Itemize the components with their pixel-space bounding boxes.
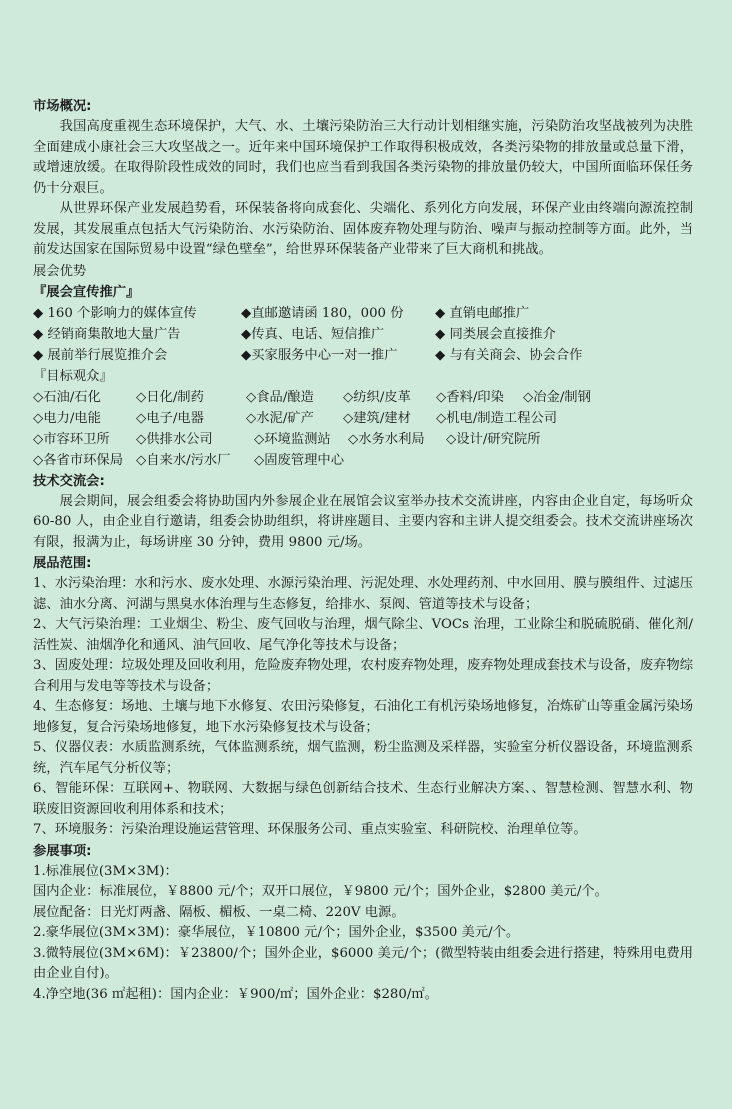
promo-item: ◆ 经销商集散地大量广告 [33, 326, 181, 342]
audience-item: ◇香料/印染 [436, 389, 504, 405]
audience-title: 『目标观众』 [33, 368, 113, 384]
audience-row [33, 408, 693, 429]
audience-item: ◇冶金/制钢 [523, 389, 591, 405]
audience-item: ◇各省市环保局 [33, 452, 124, 468]
promo-row [33, 345, 693, 366]
audience-item: ◇水泥/矿产 [246, 410, 314, 426]
scope-item: 1、水污染治理：水和污水、废水处理、水源污染治理、污泥处理、水处理药剂、中水回用、膜与膜组件、过滤压滤、油水分离、河湖与黑臭水体治理与生态修复，给排水、泵阀、管道等技术与设备； [33, 576, 694, 612]
promo-item: ◆ 160 个影响力的媒体宣传 [33, 305, 197, 321]
tech-title: 技术交流会: [33, 473, 105, 489]
audience-item: ◇电子/电器 [136, 410, 204, 426]
audience-item: ◇纺织/皮革 [343, 389, 411, 405]
promo-item: ◆ 与有关商会、协会合作 [435, 347, 583, 363]
notes-item: 1.标准展位(3M×3M)： [33, 863, 178, 879]
audience-item: ◇自来水/污水厂 [136, 452, 231, 468]
market-paragraph-2: 从世界环保产业发展趋势看，环保装备将向成套化、尖端化、系列化方向发展，环保产业由终端向源流控制发展，其发展重点包括大气污染防治、水污染防治、固体废弃物处理与防治、噪声与振动控制等方面。此外，当前发达国家在国际贸易中设置“绿色壁垒”，给世界环保装备产业带来了巨大商机和挑战。 [33, 201, 693, 257]
audience-row [33, 387, 693, 408]
market-title: 市场概况: [33, 99, 92, 114]
notes-item: 3.微特展位(3M×6M)：￥23800/个；国外企业，$6000 美元/个；(微型特装由组委会进行搭建，特殊用电费用由企业自付)。 [33, 945, 694, 981]
promo-row [33, 303, 693, 324]
promo-item: ◆ 展前举行展览推介会 [33, 347, 168, 363]
notes-item: 国内企业：标准展位，￥8800 元/个；双开口展位，￥9800 元/个；国外企业，$2800 美元/个。 [33, 884, 608, 899]
advantages-title: 展会优势 [33, 263, 87, 279]
audience-item: ◇石油/石化 [33, 389, 101, 405]
promo-item: ◆直邮邀请函 180，000 份 [241, 305, 404, 321]
audience-item: ◇固废管理中心 [254, 452, 345, 468]
scope-item: 6、智能环保：互联网+、物联网、大数据与绿色创新结合技术、生态行业解决方案、、智慧检测、智慧水利、物联废旧资源回收利用体系和技术； [33, 781, 693, 817]
scope-item: 5、仪器仪表：水质监测系统，气体监测系统，烟气监测，粉尘监测及采样器，实验室分析仪器设备，环境监测系统，汽车尾气分析仪等； [33, 740, 694, 776]
audience-row [33, 450, 693, 471]
audience-item: ◇电力/电能 [33, 410, 101, 426]
scope-item: 3、固废处理：垃圾处理及回收利用，危险废弃物处理，农村废弃物处理，废弃物处理成套技术与设备，废弃物综合利用与发电等等技术与设备； [33, 658, 694, 694]
promo-item: ◆ 同类展会直接推介 [435, 326, 556, 342]
tech-paragraph: 展会期间，展会组委会将协助国内外参展企业在展馆会议室举办技术交流讲座，内容由企业自定，每场听众 60-80 人，由企业自行邀请，组委会协助组织，将讲座题目、主要内容和主讲人提交组委会。技术交流讲座场次有限，报满为止，每场讲座 30 分钟，费用 9800 元/场。 [33, 493, 693, 550]
scope-item: 2、大气污染治理：工业烟尘、粉尘、废气回收与治理，烟气除尘、VOCs 治理，工业除尘和脱硫脱硝、催化剂/活性炭、油烟净化和通风、油气回收、尾气净化等技术与设备； [33, 617, 693, 653]
audience-item: ◇建筑/建材 [343, 410, 411, 426]
audience-list [33, 387, 693, 471]
promo-row [33, 324, 693, 345]
promo-title: 『展会宣传推广』 [33, 284, 140, 300]
notes-item: 4.净空地(36 ㎡起租)：国内企业：￥900/㎡；国外企业：$280/㎡。 [33, 986, 438, 1002]
audience-item: ◇市容环卫所 [33, 431, 110, 447]
scope-title: 展品范围: [33, 556, 92, 571]
promo-item: ◆ 直销电邮推广 [435, 305, 530, 321]
audience-item: ◇水务水利局 [348, 431, 425, 447]
audience-item: ◇环境监测站 [254, 431, 331, 447]
notes-item: 展位配备：日光灯两盏、隔板、楣板、一桌二椅、220V 电源。 [33, 904, 405, 920]
notes-title: 参展事项: [33, 843, 92, 859]
audience-item: ◇供排水公司 [136, 431, 213, 447]
promo-item: ◆买家服务中心一对一推广 [241, 347, 398, 363]
audience-item: ◇机电/制造工程公司 [436, 410, 558, 426]
notes-item: 2.豪华展位(3M×3M)：豪华展位，￥10800 元/个；国外企业，$3500 美元/个。 [33, 925, 520, 940]
document-page [33, 96, 693, 1005]
audience-row [33, 429, 693, 450]
scope-item: 7、环境服务：污染治理设施运营管理、环保服务公司、重点实验室、科研院校、治理单位等。 [33, 822, 587, 837]
audience-item: ◇设计/研究院所 [446, 431, 541, 447]
promo-list [33, 303, 693, 366]
market-paragraph-1: 我国高度重视生态环境保护，大气、水、土壤污染防治三大行动计划相继实施，污染防治攻坚战被列为决胜全面建成小康社会三大攻坚战之一。近年来中国环境保护工作取得积极成效，各类污染物的排放量或总量下滑，或增速放缓。在取得阶段性成效的同时，我们也应当看到我国各类污染物的排放量仍较大，中国所面临环保任务仍十分艰巨。 [33, 119, 693, 196]
audience-item: ◇食品/酿造 [246, 389, 314, 405]
audience-item: ◇日化/制药 [136, 389, 204, 405]
promo-item: ◆传真、电话、短信推广 [241, 326, 385, 342]
scope-item: 4、生态修复：场地、土壤与地下水修复、农田污染修复，石油化工有机污染场地修复，冶炼矿山等重金属污染场地修复，复合污染场地修复，地下水污染修复技术与设备； [33, 699, 694, 735]
